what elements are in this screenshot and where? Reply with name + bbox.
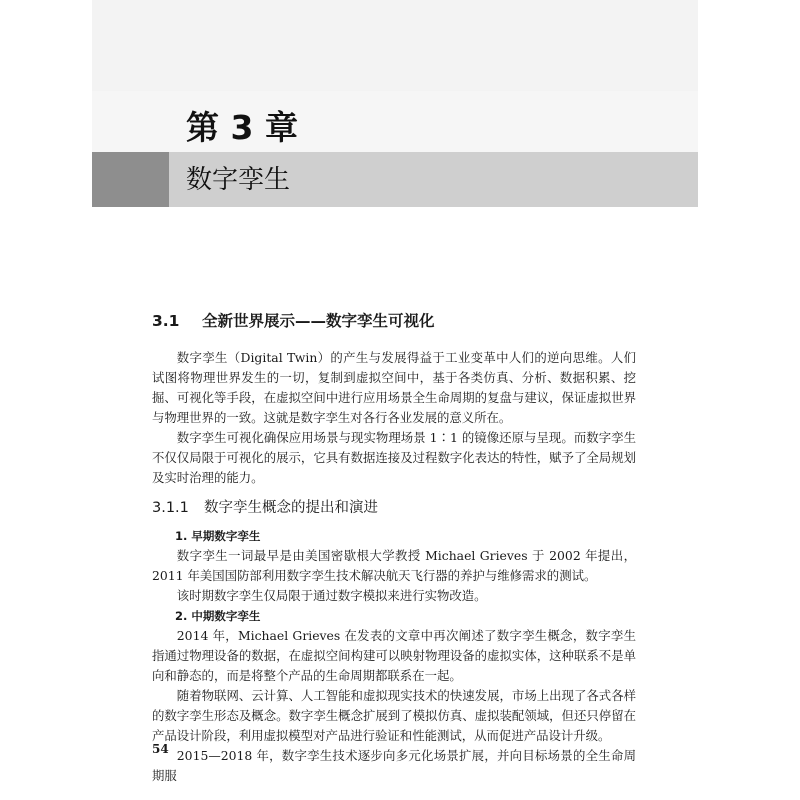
chapter-title-band-accent [92, 152, 169, 207]
paragraph: 2014 年，Michael Grieves 在发表的文章中再次阐述了数字孪生概念，数字孪生指通过物理设备的数据，在虚拟空间构建可以映射物理设备的虚拟实体，这种联系不是单向和静态的，而是将整个产品的生命周期都联系在一起。 [152, 628, 636, 683]
paragraph: 数字孪生（Digital Twin）的产生与发展得益于工业变革中人们的逆向思维。人们试图将物理世界发生的一切，复制到虚拟空间中，基于各类仿真、分析、数据积累、挖掘、可视化等手段，在虚拟空间中进行应用场景全生命周期的复盘与建议，保证虚拟世界与物理世界的一致。这就是数字孪生对各行各业发展的意义所在。 [152, 350, 636, 425]
chapter-title-band [92, 152, 698, 207]
subsection-number: 3.1.1 [152, 500, 189, 516]
paragraph: 数字孪生可视化确保应用场景与现实物理场景 1∶1 的镜像还原与呈现。而数字孪生不仅仅局限于可视化的展示，它具有数据连接及过程数字化表达的特性，赋予了全局规划及实时治理的能力。 [152, 430, 636, 485]
item-heading: 1. 早期数字孪生 [175, 529, 261, 543]
subsection-heading [152, 497, 636, 519]
chapter-header-midband [92, 91, 698, 152]
page-body [152, 310, 636, 786]
subsection-title: 数字孪生概念的提出和演进 [204, 500, 378, 516]
paragraph: 数字孪生一词最早是由美国密歇根大学教授 Michael Grieves 于 2002 年提出，2011 年美国国防部利用数字孪生技术解决航天飞行器的养护与维修需求的测试。 [152, 548, 636, 583]
section-title: 全新世界展示——数字孪生可视化 [202, 312, 435, 330]
chapter-header-background [92, 0, 698, 91]
paragraph: 该时期数字孪生仅局限于通过数字模拟来进行实物改造。 [176, 588, 487, 603]
chapter-title: 数字孪生 [186, 165, 291, 195]
paragraph: 随着物联网、云计算、人工智能和虚拟现实技术的快速发展，市场上出现了各式各样的数字孪生形态及概念。数字孪生概念扩展到了模拟仿真、虚拟装配领域，但还只停留在产品设计阶段，利用虚拟模型对产品进行验证和性能测试，从而促进产品设计升级。 [152, 688, 636, 743]
section-number: 3.1 [152, 312, 180, 330]
section-heading [152, 310, 636, 332]
paragraph: 2015—2018 年，数字孪生技术逐步向多元化场景扩展，并向目标场景的全生命周期服 [152, 748, 636, 783]
page-number: 54 [152, 742, 169, 756]
item-heading: 2. 中期数字孪生 [175, 609, 261, 623]
chapter-number: 第 3 章 [186, 108, 298, 147]
